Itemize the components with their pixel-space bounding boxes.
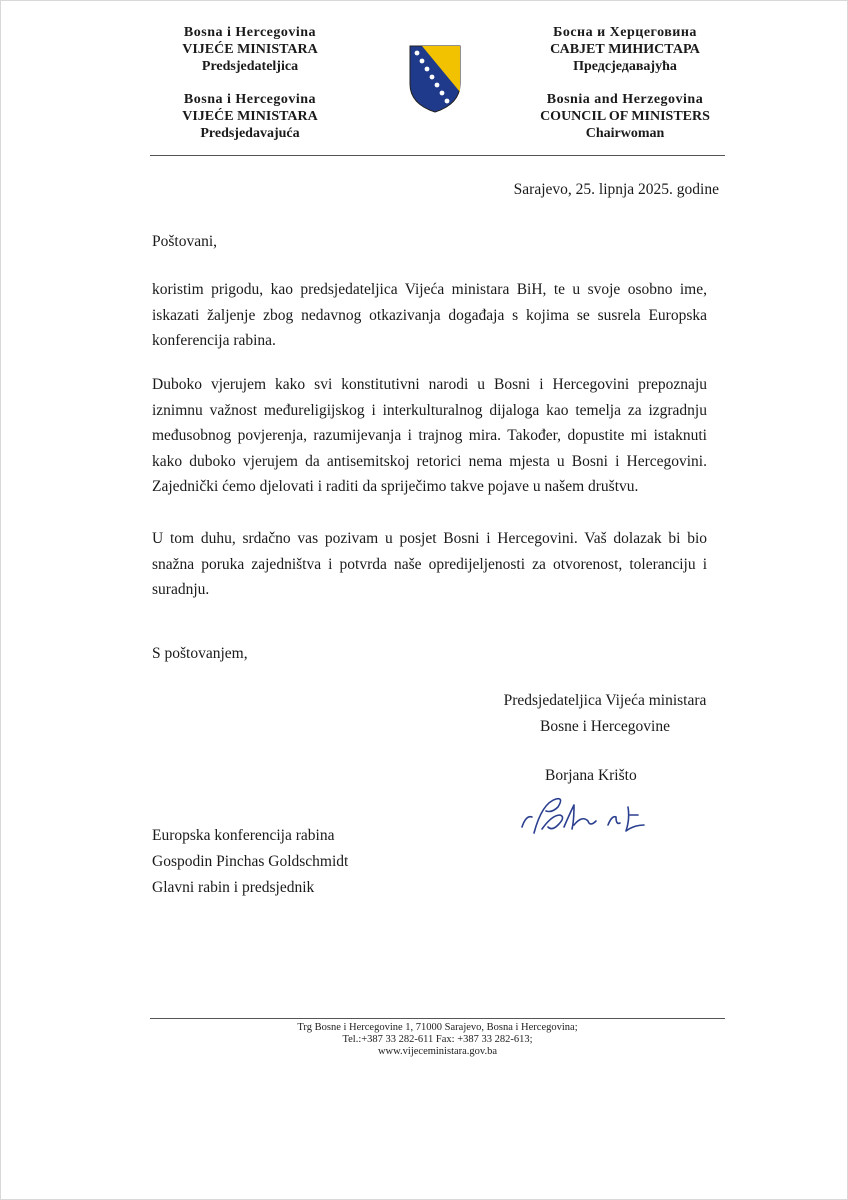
- header-line: Босна и Херцеговина: [553, 25, 697, 40]
- signatory-name: Borjana Krišto: [545, 767, 637, 784]
- signatory-title: [490, 688, 720, 740]
- signatory-title-line: Predsjedateljica Vijeća ministara: [503, 692, 707, 709]
- recipient-block: [152, 823, 348, 901]
- recipient-line: Gospodin Pinchas Goldschmidt: [152, 853, 349, 870]
- paragraph-2: Duboko vjerujem kako svi konstitutivni narodi u Bosni i Hercegovini prepoznaju iznimnu važnost međureligijskog i interkulturalnog dijaloga kao temelja za izgradnju međusobnog povjerenja, razumijevanja i trajnog mira. Također, dopustite mi istaknuti kako duboko vjerujem da antisemitskoj retorici nema mjesta u Bosni i Hercegovini. Zajednički ćemo djelovati i raditi da spriječimo takve pojave u našem društvu.: [152, 376, 707, 495]
- header-line: COUNCIL OF MINISTERS: [540, 109, 710, 124]
- paragraph-1: koristim prigodu, kao predsjedateljica Vijeća ministara BiH, te u svoje osobno ime, iskazati žaljenje zbog nedavnog otkazivanja događaja s kojima se susrela Europska konferencija rabina.: [152, 281, 707, 349]
- header-line: САВЈЕТ МИНИСТАРА: [550, 42, 700, 57]
- header-line: Predsjedavajuća: [200, 126, 300, 141]
- salutation: Poštovani,: [152, 233, 218, 250]
- header-line: Bosna i Hercegovina: [183, 92, 317, 107]
- header-right-english: [520, 91, 730, 142]
- signatory-title-line: Bosne i Hercegovine: [540, 718, 670, 735]
- header-line: VIJEĆE MINISTARA: [182, 42, 318, 57]
- header-line: Bosnia and Herzegovina: [546, 92, 704, 107]
- handwritten-signature: [512, 785, 672, 845]
- header-line: VIJEĆE MINISTARA: [182, 109, 318, 124]
- header-right-serbian: [520, 24, 730, 75]
- paragraph-3: U tom duhu, srdačno vas pozivam u posjet Bosni i Hercegovini. Vaš dolazak bi bio snažna poruka zajedništva i potvrda naše opredijeljenosti za otvorenost, toleranciju i suradnju.: [152, 530, 707, 598]
- header-line: Bosna i Hercegovina: [183, 25, 317, 40]
- letter-date: Sarajevo, 25. lipnja 2025. godine: [513, 181, 719, 198]
- closing: S poštovanjem,: [152, 645, 248, 662]
- header-left-croatian: [150, 91, 350, 142]
- footer-address: Trg Bosne i Hercegovine 1, 71000 Sarajevo, Bosna i Hercegovina;: [297, 1022, 578, 1033]
- recipient-line: Europska konferencija rabina: [152, 827, 335, 844]
- footer-website: www.vijeceministara.gov.ba: [377, 1046, 498, 1057]
- header-left-bosnian: [150, 24, 350, 75]
- footer: [150, 1022, 725, 1058]
- header-line: Chairwoman: [585, 126, 665, 141]
- header-line: Predsjedateljica: [201, 59, 299, 74]
- footer-divider: [150, 1018, 725, 1019]
- recipient-line: Glavni rabin i predsjednik: [152, 879, 315, 896]
- header-divider: [150, 155, 725, 156]
- header-line: Предсједавајућа: [573, 59, 677, 74]
- footer-phone-fax: Tel.:+387 33 282-611 Fax: +387 33 282-613;: [342, 1034, 533, 1045]
- coat-of-arms-icon: [408, 44, 462, 114]
